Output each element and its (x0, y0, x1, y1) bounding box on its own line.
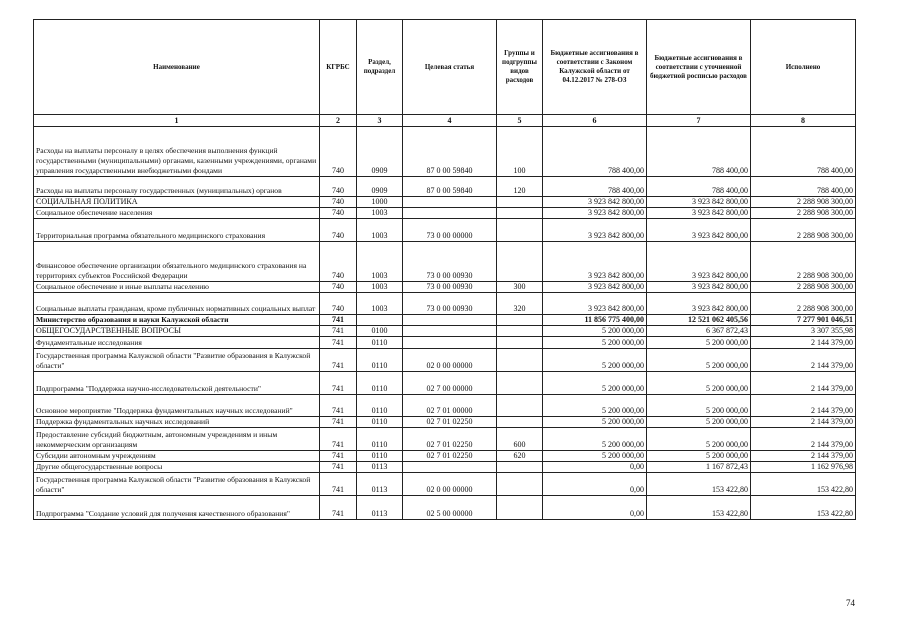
cell-law-amount: 11 856 775 400,00 (543, 315, 647, 326)
cell-kgrbs: 740 (320, 208, 357, 219)
cell-refined-amount: 153 422,80 (647, 473, 751, 496)
cell-section: 0100 (357, 326, 403, 337)
cell-kgrbs: 740 (320, 293, 357, 315)
cell-refined-amount: 5 200 000,00 (647, 417, 751, 428)
cell-kgrbs: 740 (320, 282, 357, 293)
cell-name: Государственная программа Калужской области "Развитие образования в Калужской области" (34, 473, 320, 496)
cell-law-amount: 5 200 000,00 (543, 417, 647, 428)
cell-refined-amount: 12 521 062 405,56 (647, 315, 751, 326)
cell-executed-amount: 2 144 379,00 (751, 337, 856, 349)
cell-kgrbs: 741 (320, 462, 357, 473)
column-number: 7 (647, 115, 751, 127)
cell-law-amount: 3 923 842 800,00 (543, 242, 647, 282)
cell-section: 1003 (357, 282, 403, 293)
table-row (34, 462, 856, 473)
cell-target: 02 7 00 00000 (403, 372, 497, 395)
cell-target: 73 0 00 00930 (403, 293, 497, 315)
column-number: 2 (320, 115, 357, 127)
cell-executed-amount: 2 288 908 300,00 (751, 219, 856, 242)
cell-name: Подпрограмма "Создание условий для получения качественного образования" (34, 496, 320, 520)
cell-target: 02 5 00 00000 (403, 496, 497, 520)
table-row (34, 242, 856, 282)
table-row (34, 293, 856, 315)
cell-group (497, 326, 543, 337)
cell-law-amount: 3 923 842 800,00 (543, 219, 647, 242)
cell-group: 320 (497, 293, 543, 315)
table-row (34, 349, 856, 372)
cell-group (497, 395, 543, 417)
cell-law-amount: 0,00 (543, 496, 647, 520)
table-row (34, 208, 856, 219)
page-number: 74 (846, 598, 855, 608)
cell-executed-amount: 153 422,80 (751, 496, 856, 520)
cell-name: Финансовое обеспечение организации обязательного медицинского страхования на территориях субъектов Российской Федерации (34, 242, 320, 282)
cell-group (497, 208, 543, 219)
header-executed: Исполнено (751, 20, 856, 115)
cell-refined-amount: 788 400,00 (647, 177, 751, 197)
cell-section: 0909 (357, 177, 403, 197)
cell-kgrbs: 741 (320, 395, 357, 417)
cell-group: 620 (497, 451, 543, 462)
header-kgrbs: КГРБС (320, 20, 357, 115)
cell-law-amount: 788 400,00 (543, 177, 647, 197)
cell-kgrbs: 740 (320, 242, 357, 282)
cell-law-amount: 5 200 000,00 (543, 428, 647, 451)
header-target: Целевая статья (403, 20, 497, 115)
table-row (34, 428, 856, 451)
column-number: 3 (357, 115, 403, 127)
cell-section: 1003 (357, 219, 403, 242)
cell-target: 87 0 00 59840 (403, 127, 497, 177)
table-row (34, 372, 856, 395)
cell-target: 02 7 01 02250 (403, 428, 497, 451)
cell-refined-amount: 3 923 842 800,00 (647, 197, 751, 208)
cell-name: СОЦИАЛЬНАЯ ПОЛИТИКА (34, 197, 320, 208)
cell-refined-amount: 5 200 000,00 (647, 451, 751, 462)
header-law: Бюджетные ассигнования в соответствии с Законом Калужской области от 04.12.2017 № 278-ОЗ (543, 20, 647, 115)
table-row (34, 326, 856, 337)
cell-section: 0113 (357, 496, 403, 520)
cell-group: 100 (497, 127, 543, 177)
cell-target: 73 0 00 00930 (403, 242, 497, 282)
header-groups: Группы и подгруппы видов расходов (497, 20, 543, 115)
cell-name: Территориальная программа обязательного медицинского страхования (34, 219, 320, 242)
cell-name: Социальное обеспечение населения (34, 208, 320, 219)
cell-refined-amount: 153 422,80 (647, 496, 751, 520)
table-row (34, 197, 856, 208)
cell-name: Социальные выплаты гражданам, кроме публичных нормативных социальных выплат (34, 293, 320, 315)
cell-kgrbs: 740 (320, 219, 357, 242)
column-number-row (34, 115, 856, 127)
cell-refined-amount: 1 167 872,43 (647, 462, 751, 473)
cell-executed-amount: 2 144 379,00 (751, 395, 856, 417)
cell-executed-amount: 2 288 908 300,00 (751, 282, 856, 293)
column-number: 4 (403, 115, 497, 127)
cell-section: 1003 (357, 208, 403, 219)
cell-target (403, 326, 497, 337)
cell-target (403, 337, 497, 349)
budget-table (33, 19, 856, 520)
cell-name: Предоставление субсидий бюджетным, автономным учреждениям и иным некоммерческим организациям (34, 428, 320, 451)
cell-group (497, 219, 543, 242)
cell-target: 73 0 00 00930 (403, 282, 497, 293)
cell-executed-amount: 2 144 379,00 (751, 349, 856, 372)
cell-kgrbs: 741 (320, 451, 357, 462)
cell-section (357, 315, 403, 326)
cell-law-amount: 5 200 000,00 (543, 395, 647, 417)
cell-kgrbs: 740 (320, 197, 357, 208)
cell-group: 600 (497, 428, 543, 451)
cell-executed-amount: 2 288 908 300,00 (751, 293, 856, 315)
cell-group (497, 349, 543, 372)
cell-target: 02 0 00 00000 (403, 473, 497, 496)
cell-law-amount: 5 200 000,00 (543, 372, 647, 395)
cell-executed-amount: 2 288 908 300,00 (751, 197, 856, 208)
cell-group: 300 (497, 282, 543, 293)
cell-law-amount: 3 923 842 800,00 (543, 208, 647, 219)
cell-kgrbs: 741 (320, 315, 357, 326)
cell-refined-amount: 3 923 842 800,00 (647, 208, 751, 219)
cell-group (497, 197, 543, 208)
cell-section: 1000 (357, 197, 403, 208)
cell-refined-amount: 3 923 842 800,00 (647, 242, 751, 282)
cell-name: ОБЩЕГОСУДАРСТВЕННЫЕ ВОПРОСЫ (34, 326, 320, 337)
cell-section: 1003 (357, 242, 403, 282)
cell-target (403, 462, 497, 473)
cell-group: 120 (497, 177, 543, 197)
cell-law-amount: 0,00 (543, 473, 647, 496)
cell-target (403, 208, 497, 219)
cell-section: 0110 (357, 428, 403, 451)
table-body (34, 127, 856, 520)
cell-group (497, 462, 543, 473)
cell-name: Расходы на выплаты персоналу в целях обеспечения выполнения функций государственными (муниципальными) органами, казенными учреждениями, органами управления государственными внебюджетными фондами (34, 127, 320, 177)
cell-executed-amount: 788 400,00 (751, 127, 856, 177)
cell-executed-amount: 2 144 379,00 (751, 372, 856, 395)
cell-refined-amount: 5 200 000,00 (647, 372, 751, 395)
cell-group (497, 496, 543, 520)
cell-kgrbs: 741 (320, 496, 357, 520)
column-number: 8 (751, 115, 856, 127)
table-row (34, 451, 856, 462)
cell-section: 0110 (357, 337, 403, 349)
cell-section: 1003 (357, 293, 403, 315)
cell-kgrbs: 740 (320, 127, 357, 177)
cell-target: 02 0 00 00000 (403, 349, 497, 372)
cell-section: 0909 (357, 127, 403, 177)
cell-name: Государственная программа Калужской области "Развитие образования в Калужской области" (34, 349, 320, 372)
cell-target (403, 315, 497, 326)
cell-law-amount: 5 200 000,00 (543, 349, 647, 372)
cell-executed-amount: 788 400,00 (751, 177, 856, 197)
cell-section: 0110 (357, 417, 403, 428)
table-row (34, 282, 856, 293)
cell-refined-amount: 788 400,00 (647, 127, 751, 177)
cell-section: 0110 (357, 395, 403, 417)
cell-group (497, 372, 543, 395)
cell-name: Расходы на выплаты персоналу государственных (муниципальных) органов (34, 177, 320, 197)
cell-law-amount: 788 400,00 (543, 127, 647, 177)
cell-target: 02 7 01 02250 (403, 451, 497, 462)
cell-kgrbs: 741 (320, 326, 357, 337)
cell-executed-amount: 3 307 355,98 (751, 326, 856, 337)
column-number: 1 (34, 115, 320, 127)
cell-target (403, 197, 497, 208)
cell-executed-amount: 2 144 379,00 (751, 428, 856, 451)
table-row (34, 315, 856, 326)
cell-refined-amount: 5 200 000,00 (647, 349, 751, 372)
cell-name: Социальное обеспечение и иные выплаты населению (34, 282, 320, 293)
cell-section: 0110 (357, 451, 403, 462)
table-header-row (34, 20, 856, 115)
cell-section: 0110 (357, 349, 403, 372)
cell-target: 02 7 01 02250 (403, 417, 497, 428)
cell-kgrbs: 740 (320, 177, 357, 197)
cell-law-amount: 5 200 000,00 (543, 337, 647, 349)
cell-name: Министерство образования и науки Калужской области (34, 315, 320, 326)
cell-refined-amount: 3 923 842 800,00 (647, 293, 751, 315)
table-row (34, 395, 856, 417)
cell-target: 87 0 00 59840 (403, 177, 497, 197)
cell-name: Фундаментальные исследования (34, 337, 320, 349)
header-section: Раздел, подраздел (357, 20, 403, 115)
cell-executed-amount: 7 277 901 046,51 (751, 315, 856, 326)
cell-section: 0110 (357, 372, 403, 395)
cell-refined-amount: 3 923 842 800,00 (647, 282, 751, 293)
cell-kgrbs: 741 (320, 337, 357, 349)
cell-law-amount: 5 200 000,00 (543, 326, 647, 337)
table-row (34, 219, 856, 242)
column-number: 6 (543, 115, 647, 127)
cell-executed-amount: 1 162 976,98 (751, 462, 856, 473)
cell-refined-amount: 5 200 000,00 (647, 395, 751, 417)
cell-executed-amount: 2 288 908 300,00 (751, 208, 856, 219)
cell-kgrbs: 741 (320, 428, 357, 451)
table-row (34, 127, 856, 177)
cell-refined-amount: 5 200 000,00 (647, 337, 751, 349)
column-number: 5 (497, 115, 543, 127)
cell-section: 0113 (357, 462, 403, 473)
header-name: Наименование (34, 20, 320, 115)
cell-target: 02 7 01 00000 (403, 395, 497, 417)
cell-group (497, 337, 543, 349)
header-refined: Бюджетные ассигнования в соответствии с уточненной бюджетной росписью расходов (647, 20, 751, 115)
cell-executed-amount: 153 422,80 (751, 473, 856, 496)
cell-group (497, 473, 543, 496)
cell-executed-amount: 2 288 908 300,00 (751, 242, 856, 282)
cell-law-amount: 3 923 842 800,00 (543, 293, 647, 315)
cell-executed-amount: 2 144 379,00 (751, 451, 856, 462)
cell-name: Подпрограмма "Поддержка научно-исследовательской деятельности" (34, 372, 320, 395)
cell-name: Другие общегосударственные вопросы (34, 462, 320, 473)
cell-refined-amount: 6 367 872,43 (647, 326, 751, 337)
table-row (34, 337, 856, 349)
cell-group (497, 315, 543, 326)
table-row (34, 417, 856, 428)
cell-kgrbs: 741 (320, 473, 357, 496)
cell-target: 73 0 00 00000 (403, 219, 497, 242)
table-row (34, 177, 856, 197)
table-row (34, 496, 856, 520)
cell-kgrbs: 741 (320, 417, 357, 428)
cell-refined-amount: 5 200 000,00 (647, 428, 751, 451)
cell-name: Субсидии автономным учреждениям (34, 451, 320, 462)
cell-group (497, 242, 543, 282)
cell-kgrbs: 741 (320, 349, 357, 372)
cell-law-amount: 3 923 842 800,00 (543, 282, 647, 293)
cell-section: 0113 (357, 473, 403, 496)
cell-name: Поддержка фундаментальных научных исследований (34, 417, 320, 428)
cell-name: Основное мероприятие "Поддержка фундаментальных научных исследований" (34, 395, 320, 417)
cell-law-amount: 0,00 (543, 462, 647, 473)
cell-refined-amount: 3 923 842 800,00 (647, 219, 751, 242)
cell-kgrbs: 741 (320, 372, 357, 395)
cell-law-amount: 5 200 000,00 (543, 451, 647, 462)
table-row (34, 473, 856, 496)
cell-executed-amount: 2 144 379,00 (751, 417, 856, 428)
cell-law-amount: 3 923 842 800,00 (543, 197, 647, 208)
cell-group (497, 417, 543, 428)
